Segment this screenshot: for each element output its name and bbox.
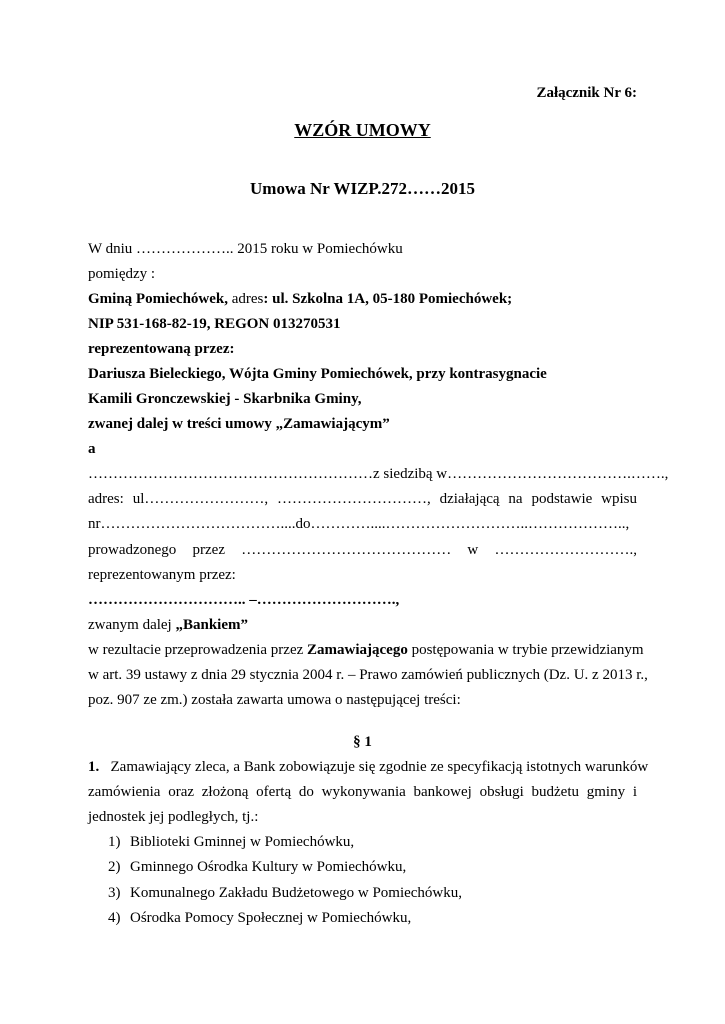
section-1-line-2: zamówienia oraz złożoną ofertą do wykonywania bankowej obsługi budżetu gminy i (88, 784, 637, 800)
result-line-1-pre: w rezultacie przeprowadzenia przez (88, 642, 308, 658)
list-item (108, 833, 354, 851)
called-bank-prefix: zwanym dalej (88, 617, 176, 633)
representatives-line-1: Dariusza Bieleckiego, Wójta Gminy Pomiechówek, przy kontrasygnacie (88, 366, 547, 382)
called-zamawiajacy: zwanej dalej w treści umowy „Zamawiającym” (88, 416, 390, 432)
party1-name: Gminą Pomiechówek, (88, 291, 228, 307)
party1-line (88, 290, 637, 308)
date-line: W dniu ……………….. 2015 roku w Pomiechówku (88, 241, 403, 257)
party1-ids: NIP 531-168-82-19, REGON 013270531 (88, 316, 341, 332)
section-1-line-1 (88, 758, 649, 776)
represented-by: reprezentowaną przez: (88, 341, 235, 357)
result-line-3: poz. 907 ze zm.) została zawarta umowa o następującej treści: (88, 692, 461, 708)
bank-line-4: prowadzonego przez …………………………………… w ………………………., (88, 542, 637, 558)
section-1-line-3: jednostek jej podległych, tj.: (88, 809, 259, 825)
party1-address-label: adres (228, 291, 264, 307)
list-item-number: 3) (108, 885, 121, 901)
bank-line-6: ………………………….. –………………………., (88, 592, 400, 608)
list-item-text: Komunalnego Zakładu Budżetowego w Pomiechówku, (130, 885, 463, 901)
document-title: WZÓR UMOWY (294, 120, 431, 140)
bank-line-3: nr………………………………....do…………....………………………..……………….., (88, 516, 630, 532)
section-1-heading: § 1 (353, 734, 372, 750)
result-line-1-post: postępowania w trybie przewidzianym (407, 642, 644, 658)
bank-line-2: adres: ul……………………, …………………………, działającą na podstawie wpisu (88, 491, 637, 507)
list-item-text: Gminnego Ośrodka Kultury w Pomiechówku, (130, 859, 407, 875)
result-line-1-bold: Zamawiającego (307, 642, 408, 658)
list-item-text: Ośrodka Pomocy Społecznej w Pomiechówku, (130, 910, 412, 926)
list-item (108, 884, 462, 902)
section-1-line-1-text: Zamawiający zleca, a Bank zobowiązuje się zgodnie ze specyfikacją istotnych warunków (110, 759, 649, 775)
between-line: pomiędzy : (88, 266, 156, 282)
result-line-1 (88, 641, 644, 659)
representatives-line-2: Kamili Gronczewskiej - Skarbnika Gminy, (88, 391, 362, 407)
called-bank-line (88, 616, 637, 634)
list-item-number: 2) (108, 859, 121, 875)
bank-line-5: reprezentowanym przez: (88, 567, 236, 583)
attachment-label: Załącznik Nr 6: (536, 85, 637, 101)
party1-address: : ul. Szkolna 1A, 05-180 Pomiechówek; (263, 291, 513, 307)
list-item-number: 4) (108, 910, 121, 926)
and-line: a (88, 441, 96, 457)
called-bank-name: „Bankiem” (175, 617, 248, 633)
list-item-number: 1) (108, 834, 121, 850)
result-line-2: w art. 39 ustawy z dnia 29 stycznia 2004 r. – Prawo zamówień publicznych (Dz. U. z 2013 r., (88, 667, 648, 683)
list-item-text: Biblioteki Gminnej w Pomiechówku, (130, 834, 355, 850)
contract-number: Umowa Nr WIZP.272……2015 (250, 179, 475, 198)
bank-line-1: …………………………………………………z siedzibą w……………………………….……., (88, 466, 669, 482)
point-number: 1. (88, 759, 100, 775)
list-item (108, 909, 411, 927)
list-item (108, 858, 406, 876)
